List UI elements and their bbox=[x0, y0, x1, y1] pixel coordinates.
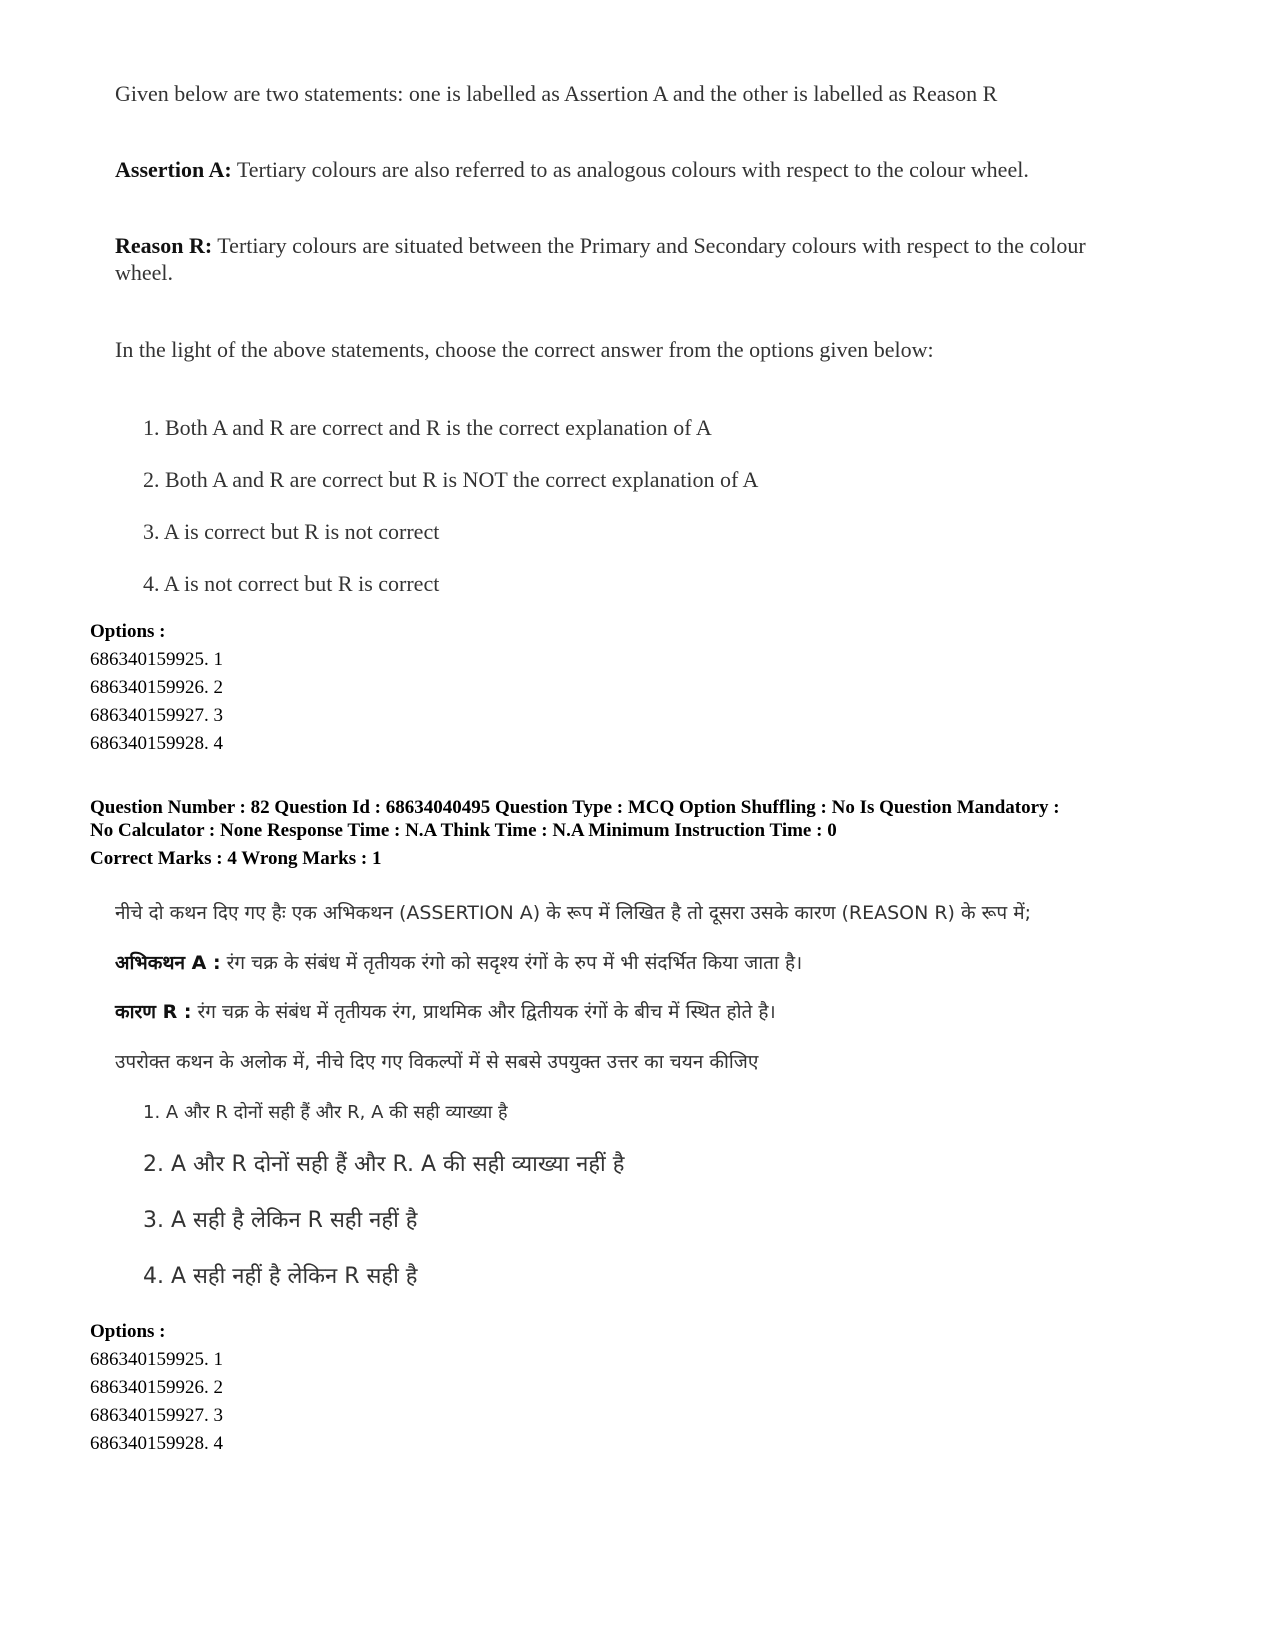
reason-label-hindi: कारण R : bbox=[115, 1001, 192, 1023]
choice-item: 1. Both A and R are correct and R is the correct explanation of A bbox=[143, 415, 712, 440]
assertion-text-hindi: रंग चक्र के संबंध में तृतीयक रंगो को सदृश्य रंगों के रुप में भी संदर्भित किया जाता है। bbox=[226, 952, 803, 974]
marks-line: Correct Marks : 4 Wrong Marks : 1 bbox=[90, 848, 382, 869]
choice-item: 4. A is not correct but R is correct bbox=[143, 571, 440, 596]
metadata-line: No Calculator : None Response Time : N.A Think Time : N.A Minimum Instruction Time : 0 bbox=[90, 820, 837, 841]
option-id: 686340159928. 4 bbox=[90, 1433, 223, 1454]
question-instruction: In the light of the above statements, choose the correct answer from the options given below: bbox=[115, 337, 934, 362]
reason-statement bbox=[115, 232, 1086, 260]
option-id: 686340159925. 1 bbox=[90, 649, 223, 670]
assertion-statement-hindi bbox=[115, 949, 802, 977]
assertion-text: Tertiary colours are also referred to as analogous colours with respect to the colour wheel. bbox=[236, 157, 1029, 182]
option-id: 686340159926. 2 bbox=[90, 677, 223, 698]
assertion-statement bbox=[115, 156, 1029, 184]
option-id: 686340159927. 3 bbox=[90, 1405, 223, 1426]
question-intro: Given below are two statements: one is labelled as Assertion A and the other is labelled as Reason R bbox=[115, 81, 998, 106]
choice-item-hindi: 1. A और R दोनों सही हैं और R, A की सही व्याख्या है bbox=[143, 1102, 508, 1123]
reason-text-hindi: रंग चक्र के संबंध में तृतीयक रंग, प्राथमिक और द्वितीयक रंगों के बीच में स्थित होते है। bbox=[197, 1001, 776, 1023]
metadata-line: Question Number : 82 Question Id : 68634040495 Question Type : MCQ Option Shuffling : No Is Question Mandatory : bbox=[90, 797, 1060, 818]
option-id: 686340159928. 4 bbox=[90, 733, 223, 754]
question-intro-hindi: नीचे दो कथन दिए गए हैः एक अभिकथन (ASSERTION A) के रूप में लिखित है तो दूसरा उसके कारण (REASON R) के रूप में; bbox=[115, 902, 1032, 924]
reason-text-line1: Tertiary colours are situated between the Primary and Secondary colours with respect to the colour bbox=[217, 233, 1086, 258]
choice-item-hindi: 3. A सही है लेकिन R सही नहीं है bbox=[143, 1208, 418, 1233]
choice-item-hindi: 2. A और R दोनों सही हैं और R. A की सही व्याख्या नहीं है bbox=[143, 1152, 625, 1177]
option-id: 686340159926. 2 bbox=[90, 1377, 223, 1398]
options-label: Options : bbox=[90, 621, 166, 642]
reason-label: Reason R: bbox=[115, 233, 213, 258]
option-id: 686340159925. 1 bbox=[90, 1349, 223, 1370]
choice-item: 2. Both A and R are correct but R is NOT the correct explanation of A bbox=[143, 467, 759, 492]
options-label: Options : bbox=[90, 1321, 166, 1342]
assertion-label-hindi: अभिकथन A : bbox=[115, 952, 221, 974]
reason-statement-hindi bbox=[115, 998, 776, 1026]
option-id: 686340159927. 3 bbox=[90, 705, 223, 726]
reason-text-line2: wheel. bbox=[115, 260, 174, 285]
assertion-label: Assertion A: bbox=[115, 157, 232, 182]
question-instruction-hindi: उपरोक्त कथन के अलोक में, नीचे दिए गए विकल्पों में से सबसे उपयुक्त उत्तर का चयन कीजिए bbox=[115, 1051, 759, 1073]
choice-item-hindi: 4. A सही नहीं है लेकिन R सही है bbox=[143, 1264, 418, 1289]
choice-item: 3. A is correct but R is not correct bbox=[143, 519, 440, 544]
